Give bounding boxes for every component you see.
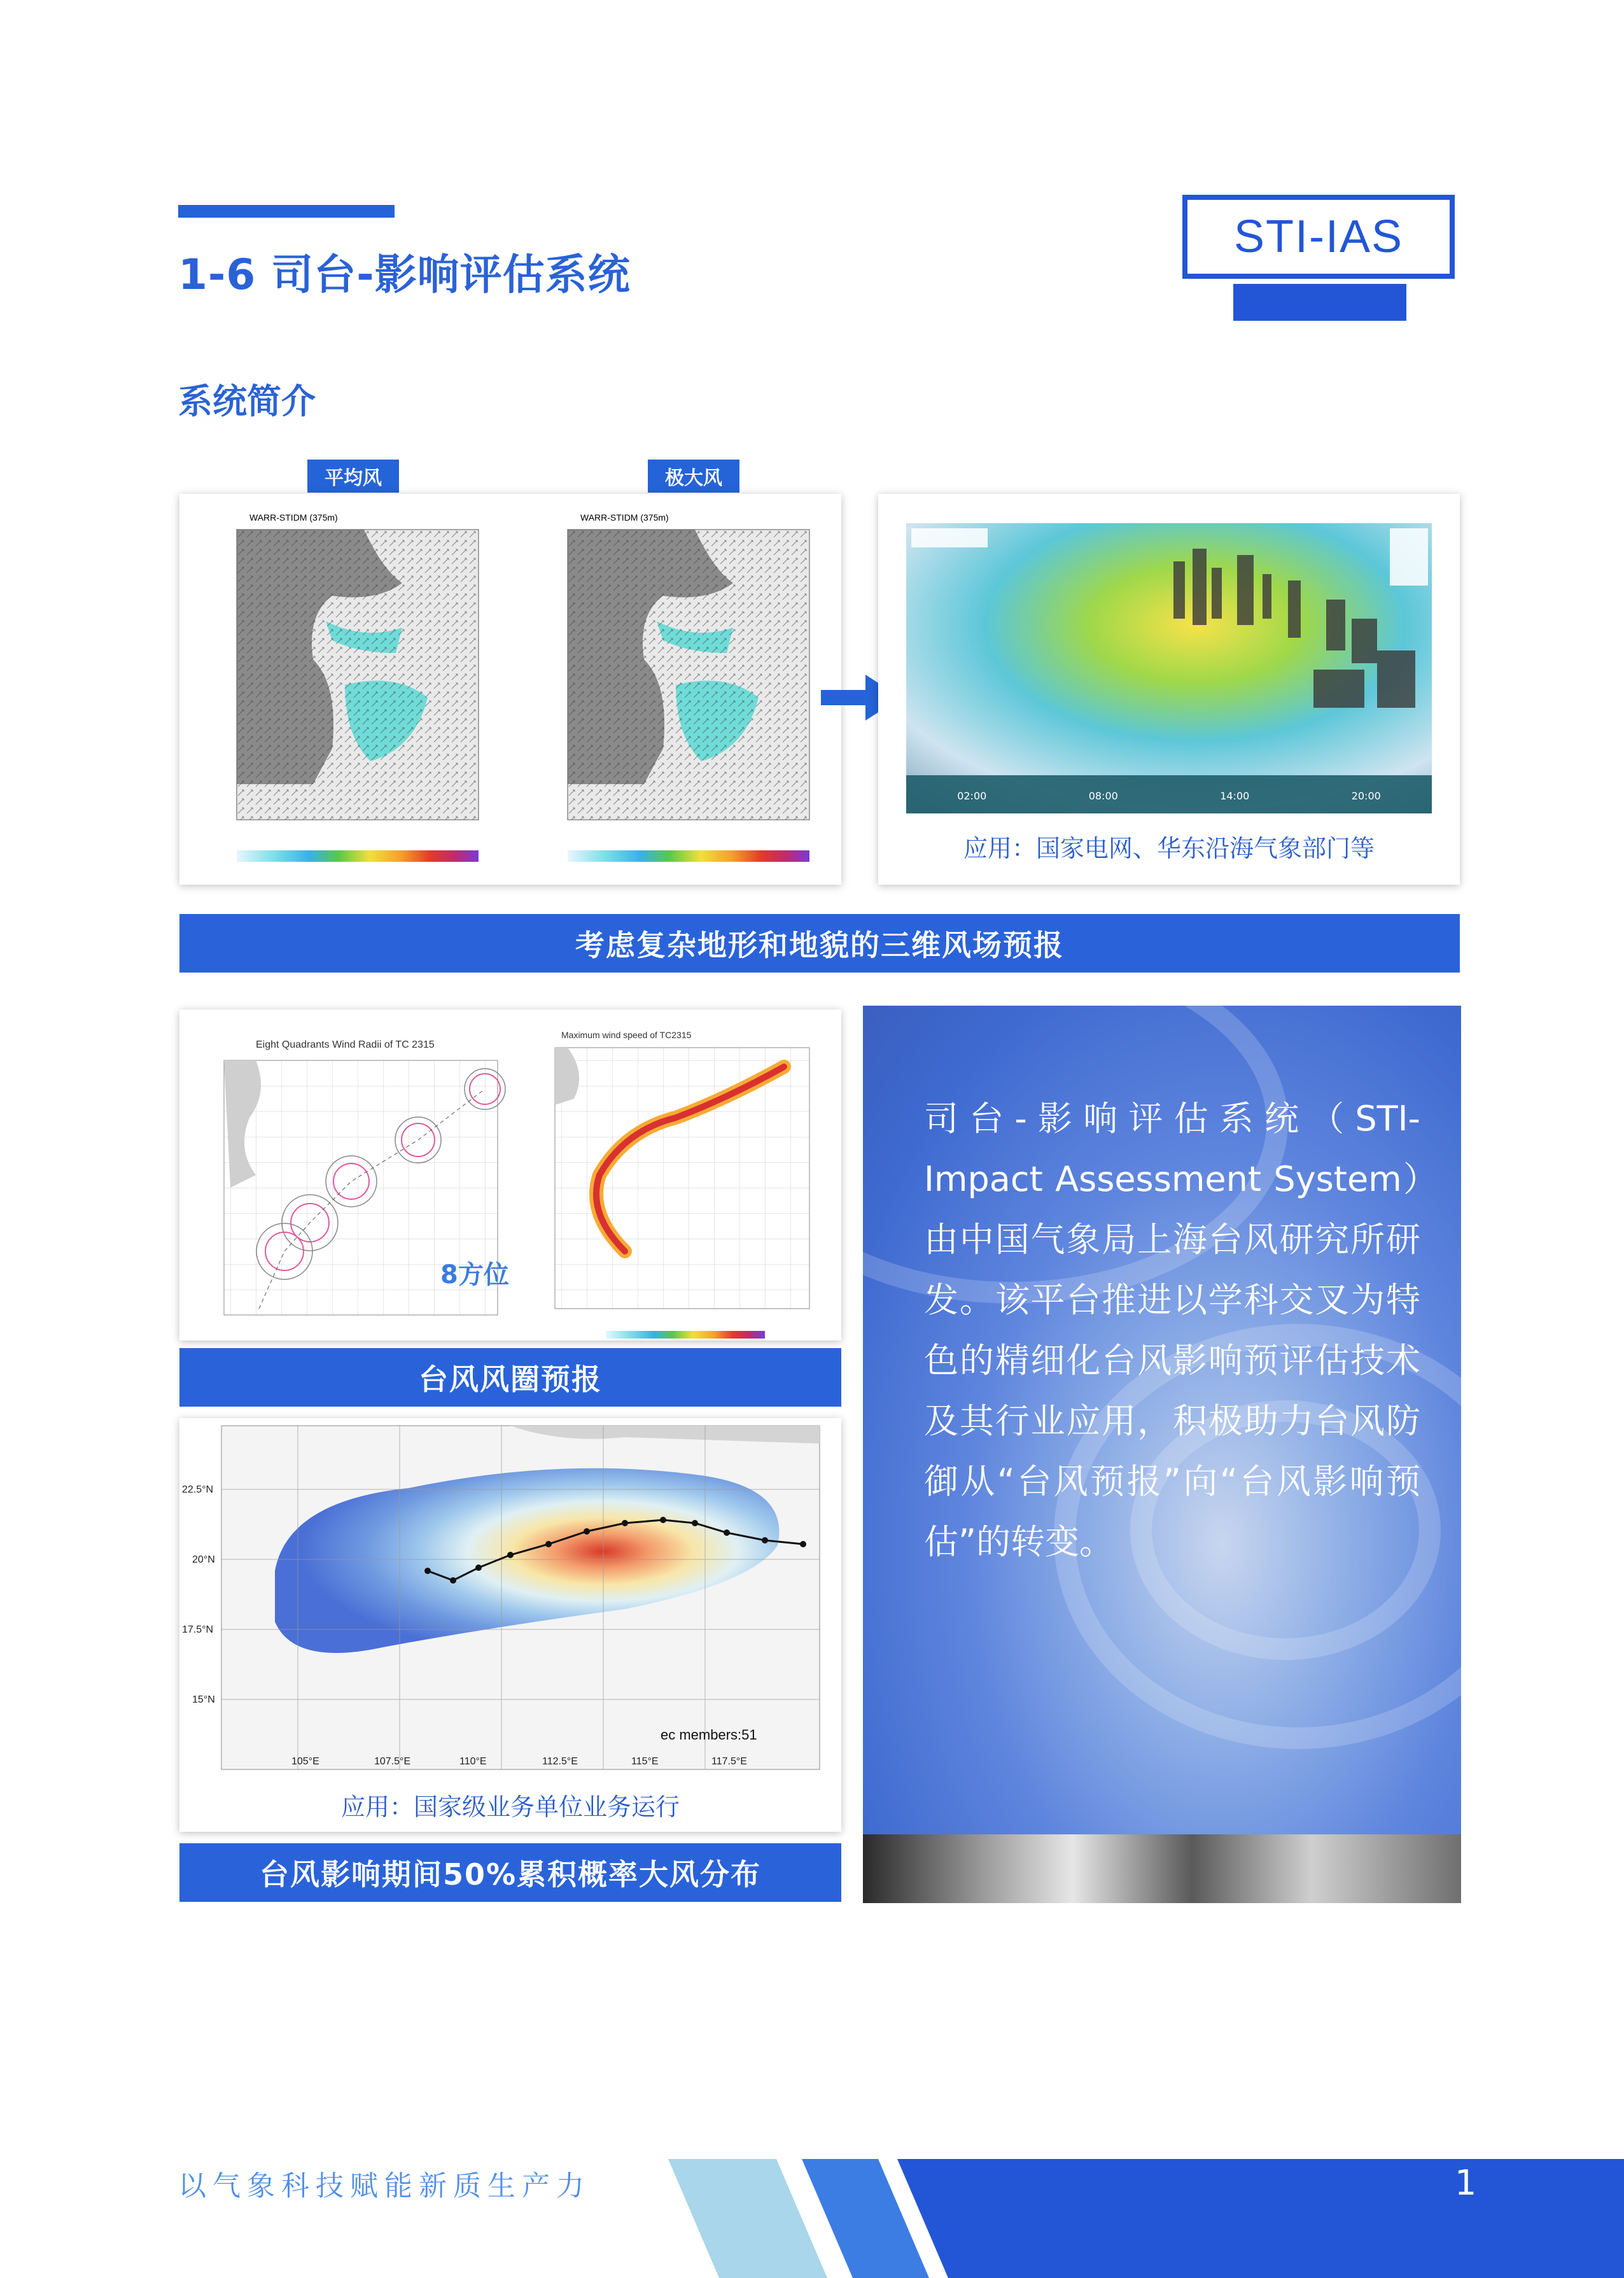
y-tick-17-5: 17.5°N	[182, 1624, 214, 1635]
ec-members-label: ec members:51	[661, 1727, 757, 1743]
wind-circle-card	[179, 1009, 841, 1340]
wind-maps-card	[179, 494, 841, 885]
banner-3d-wind: 考虑复杂地形和地貌的三维风场预报	[179, 914, 1460, 973]
cloud-strip	[863, 1834, 1461, 1903]
probability-caption: 应用：国家级业务单位业务运行	[340, 1793, 680, 1821]
y-tick-15: 15°N	[192, 1694, 215, 1705]
label-8-direction: 8方位	[440, 1260, 509, 1290]
logo-tab	[1233, 284, 1406, 321]
y-tick-22-5: 22.5°N	[182, 1484, 214, 1495]
right-circle-title: Maximum wind speed of TC2315	[561, 1030, 692, 1040]
banner-wind-circle: 台风风圈预报	[179, 1348, 841, 1407]
x-tick-110: 110°E	[459, 1756, 487, 1767]
render-caption: 应用：国家电网、华东沿海气象部门等	[963, 834, 1375, 862]
section-title: 1-6 司台-影响评估系统	[178, 250, 631, 299]
time-2000[interactable]: 20:00	[1351, 789, 1381, 802]
x-tick-117-5: 117.5°E	[711, 1756, 747, 1767]
tag-mean-wind: 平均风	[307, 460, 399, 493]
banner-probability: 台风影响期间50%累积概率大风分布	[179, 1843, 841, 1902]
wind-circle-figure	[179, 1009, 841, 1340]
probability-card	[179, 1418, 841, 1832]
render-card	[878, 494, 1460, 885]
y-tick-20: 20°N	[192, 1554, 215, 1565]
render-3d-image	[906, 523, 1432, 813]
x-tick-107-5: 107.5°E	[374, 1756, 411, 1767]
left-map-title: WARR-STIDM (375m)	[249, 512, 338, 523]
intro-text: 司台-影响评估系统（STI-Impact Assessment System）由中国气象局上海台风研究所研发。该平台推进以学科交叉为特色的精细化台风影响预评估技术及其行业应用，积极助力台风防御从“台风预报”向“台风影响预估”的转变。	[924, 1099, 1420, 1562]
sti-ias-logo: STI-IAS	[1182, 195, 1455, 279]
time-0800[interactable]: 08:00	[1088, 789, 1118, 802]
tag-gust-wind: 极大风	[648, 460, 739, 493]
x-tick-112-5: 112.5°E	[542, 1756, 578, 1767]
time-1400[interactable]: 14:00	[1220, 789, 1250, 802]
intro-panel	[863, 1006, 1461, 1903]
footer-stripes	[668, 2159, 1624, 2278]
left-circle-title: Eight Quadrants Wind Radii of TC 2315	[256, 1039, 435, 1050]
x-tick-115: 115°E	[631, 1756, 659, 1767]
probability-figure	[179, 1418, 841, 1781]
subsection-title: 系统简介	[178, 381, 316, 421]
footer-slogan: 以气象科技赋能新质生产力	[178, 2170, 591, 2202]
wind-maps-figure	[179, 494, 841, 885]
title-accent-bar	[178, 205, 395, 218]
right-map-title: WARR-STIDM (375m)	[580, 512, 669, 523]
page-number: 1	[1455, 2163, 1477, 2203]
time-0200[interactable]: 02:00	[957, 789, 987, 802]
x-tick-105: 105°E	[291, 1756, 319, 1767]
